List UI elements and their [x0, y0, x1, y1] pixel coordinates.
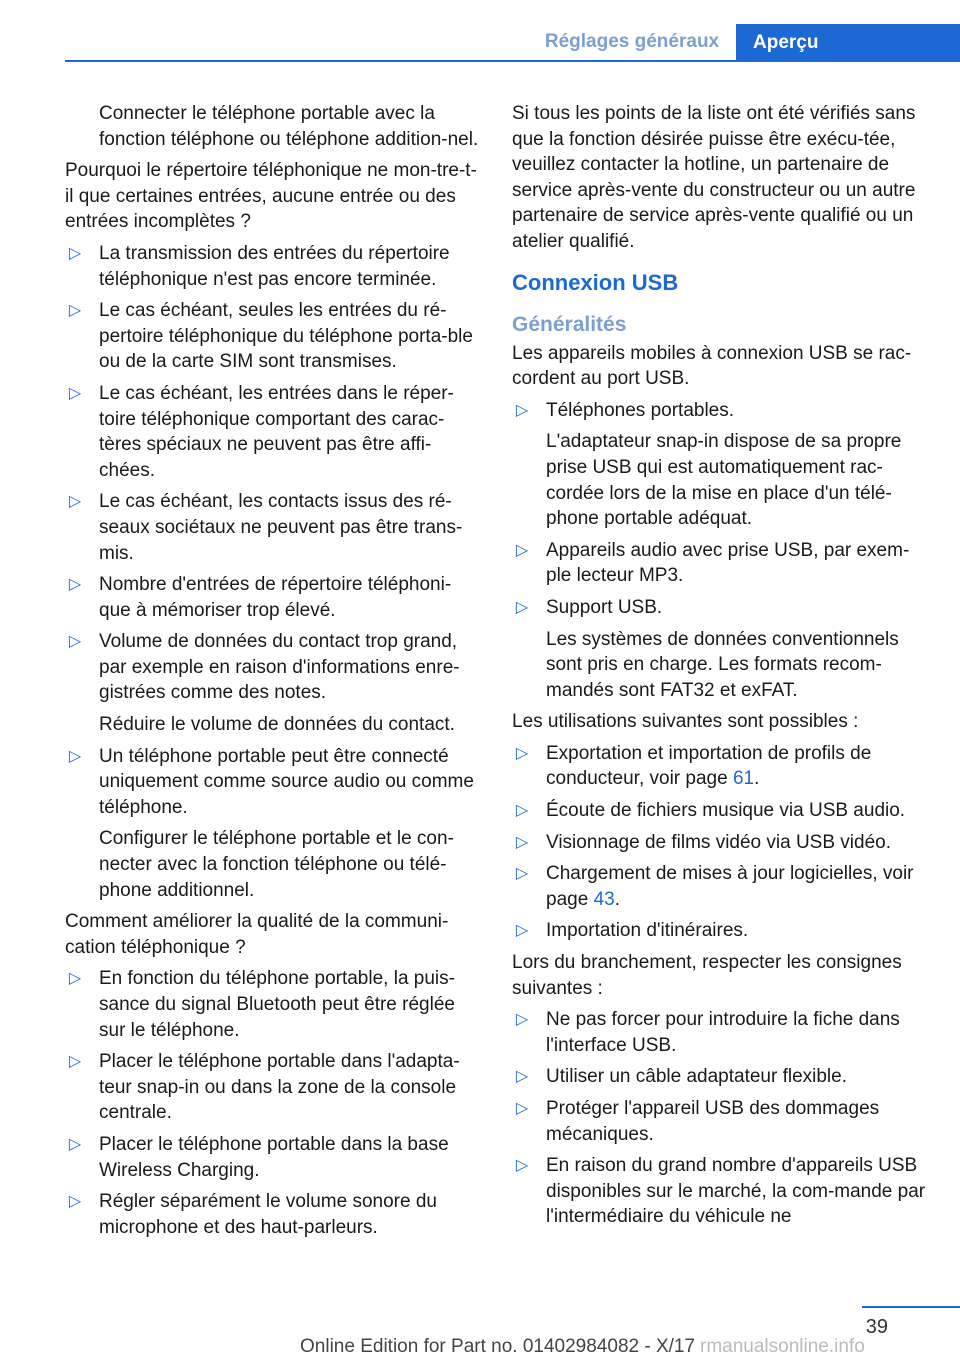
call-quality-list [65, 966, 481, 1240]
triangle-bullet-icon: ▷ [68, 633, 82, 651]
list-item: ▷ Écoute de fichiers musique via USB audio. [512, 798, 930, 824]
phonebook-causes-list [65, 241, 481, 903]
left-column [65, 101, 481, 1246]
list-item: ▷ Ne pas forcer pour introduire la fiche dans l'interface USB. [512, 1007, 930, 1058]
list-item: ▷ En raison du grand nombre d'appareils USB disponibles sur le marché, la com‐mande par l'intermédiaire du véhicule ne [512, 1153, 930, 1230]
list-item: ▷ Importation d'itinéraires. [512, 918, 930, 944]
list-item: ▷ Appareils audio avec prise USB, par exem‐ple lecteur MP3. [512, 538, 930, 589]
triangle-bullet-icon: ▷ [68, 493, 82, 511]
triangle-bullet-icon: ▷ [515, 541, 529, 559]
list-item: ▷ Un téléphone portable peut être connecté uniquement comme source audio ou comme téléphone. Configurer le téléphone portable et le con‐necter avec la fonction téléphone ou télé‐phone additionnel. [65, 744, 481, 904]
edition-note: Online Edition for Part no. 01402984082 - X/17 [300, 1336, 696, 1357]
page-footer [0, 1306, 960, 1362]
page-header [0, 0, 960, 62]
triangle-bullet-icon: ▷ [515, 865, 529, 883]
list-item: ▷ Nombre d'entrées de répertoire téléphoni‐que à mémoriser trop élevé. [65, 572, 481, 623]
triangle-bullet-icon: ▷ [515, 1100, 529, 1117]
section-title: Réglages généraux [544, 31, 720, 52]
triangle-bullet-icon: ▷ [68, 244, 82, 262]
list-item: ▷ La transmission des entrées du répertoire téléphonique n'est pas encore terminée. [65, 241, 481, 292]
list-item: ▷ Le cas échéant, seules les entrées du ré‐pertoire téléphonique du téléphone porta‐ble ou de la carte SIM sont transmises. [65, 298, 481, 375]
list-item: ▷ En fonction du téléphone portable, la puis‐sance du signal Bluetooth peut être réglée sur le téléphone. [65, 966, 481, 1043]
hotline-paragraph: Si tous les points de la liste ont été vérifiés sans que la fonction désirée puisse être exécu‐tée, veuillez contacter la hotline, un partenaire de service après-vente du constructeur ou un autre partenaire de service après-vente qualifié ou un atelier qualifié. [512, 103, 916, 252]
right-column [512, 101, 930, 1236]
triangle-bullet-icon: ▷ [515, 744, 529, 762]
triangle-bullet-icon: ▷ [515, 1068, 529, 1086]
uses-paragraph: Les utilisations suivantes sont possibles : [512, 711, 859, 733]
triangle-bullet-icon: ▷ [515, 1011, 529, 1029]
question-call-quality: Comment améliorer la qualité de la communi‐cation téléphonique ? [65, 911, 449, 958]
connection-guidelines-list [512, 1007, 930, 1230]
page-number: 39 [865, 1316, 888, 1338]
list-item-note: Les systèmes de données conventionnels sont pris en charge. Les formats recom‐mandés sont FAT32 et exFAT. [546, 628, 899, 701]
footer-rule [862, 1306, 960, 1308]
watermark: rmanualsonline.info [700, 1336, 865, 1357]
question-phonebook: Pourquoi le répertoire téléphonique ne mon‐tre-t-il que certaines entrées, aucune entrée ou des entrées incomplètes ? [65, 160, 477, 233]
triangle-bullet-icon: ▷ [515, 833, 529, 851]
triangle-bullet-icon: ▷ [68, 384, 82, 402]
triangle-bullet-icon: ▷ [515, 598, 529, 616]
heading-usb-connection: Connexion USB [512, 269, 679, 295]
list-item: ▷ Support USB. Les systèmes de données conventionnels sont pris en charge. Les formats recom‐mandés sont FAT32 et exFAT. [512, 595, 930, 703]
list-item: ▷ Téléphones portables. L'adaptateur snap-in dispose de sa propre prise USB qui est automatiquement rac‐cordée lors de la mise en place d'un télé‐phone portable adéquat. [512, 398, 930, 532]
list-item-note: L'adaptateur snap-in dispose de sa propre prise USB qui est automatiquement rac‐cordée lors de la mise en place d'un télé‐phone portable adéquat. [546, 431, 902, 530]
usb-uses-list [512, 741, 930, 944]
list-item-note: Réduire le volume de données du contact. [99, 714, 455, 736]
usb-intro-paragraph: Les appareils mobiles à connexion USB se rac‐cordent au port USB. [512, 342, 912, 390]
list-item: ▷ Exportation et importation de profils de conducteur, voir page 61. [512, 741, 930, 792]
list-item: ▷ Régler séparément le volume sonore du microphone et des haut-parleurs. [65, 1189, 481, 1240]
triangle-bullet-icon: ▷ [68, 1135, 82, 1153]
usb-devices-list [512, 398, 930, 704]
page-link-43[interactable]: 43 [593, 888, 615, 910]
list-item: ▷ Le cas échéant, les contacts issus des ré‐seaux sociétaux ne peuvent pas être trans‐mis. [65, 489, 481, 566]
triangle-bullet-icon: ▷ [68, 1193, 82, 1211]
list-item-note: Configurer le téléphone portable et le con‐necter avec la fonction téléphone ou télé‐phone additionnel. [99, 828, 454, 901]
triangle-bullet-icon: ▷ [68, 970, 82, 988]
list-item: ▷ Le cas échéant, les entrées dans le réper‐toire téléphonique comportant des carac‐tères spéciaux ne peuvent pas être affi‐chées. [65, 381, 481, 483]
page-link-61[interactable]: 61 [732, 768, 755, 790]
triangle-bullet-icon: ▷ [515, 1157, 529, 1175]
triangle-bullet-icon: ▷ [68, 302, 82, 320]
triangle-bullet-icon: ▷ [68, 576, 82, 594]
triangle-bullet-icon: ▷ [515, 401, 529, 419]
list-item: ▷ Visionnage de films vidéo via USB vidéo. [512, 830, 930, 856]
list-item: ▷ Placer le téléphone portable dans la base Wireless Charging. [65, 1132, 481, 1183]
list-item: ▷ Chargement de mises à jour logicielles, voir page 43. [512, 861, 930, 912]
connection-guidelines-paragraph: Lors du branchement, respecter les consignes suivantes : [512, 952, 902, 999]
list-item: ▷ Placer le téléphone portable dans l'adapta‐teur snap-in ou dans la zone de la console centrale. [65, 1049, 481, 1126]
triangle-bullet-icon: ▷ [515, 802, 529, 820]
intro-continuation: Connecter le téléphone portable avec la fonction téléphone ou téléphone addition‐nel. [99, 103, 479, 150]
subheading-general: Généralités [512, 312, 627, 336]
list-item: ▷ Utiliser un câble adaptateur flexible. [512, 1064, 930, 1090]
triangle-bullet-icon: ▷ [515, 922, 529, 940]
triangle-bullet-icon: ▷ [68, 747, 82, 765]
list-item: ▷ Volume de données du contact trop grand, par exemple en raison d'informations enre‐gistrées comme des notes. Réduire le volume de données du contact. [65, 629, 481, 737]
triangle-bullet-icon: ▷ [68, 1053, 82, 1071]
list-item: ▷ Protéger l'appareil USB des dommages mécaniques. [512, 1096, 930, 1147]
section-tab: Aperçu [736, 24, 960, 62]
